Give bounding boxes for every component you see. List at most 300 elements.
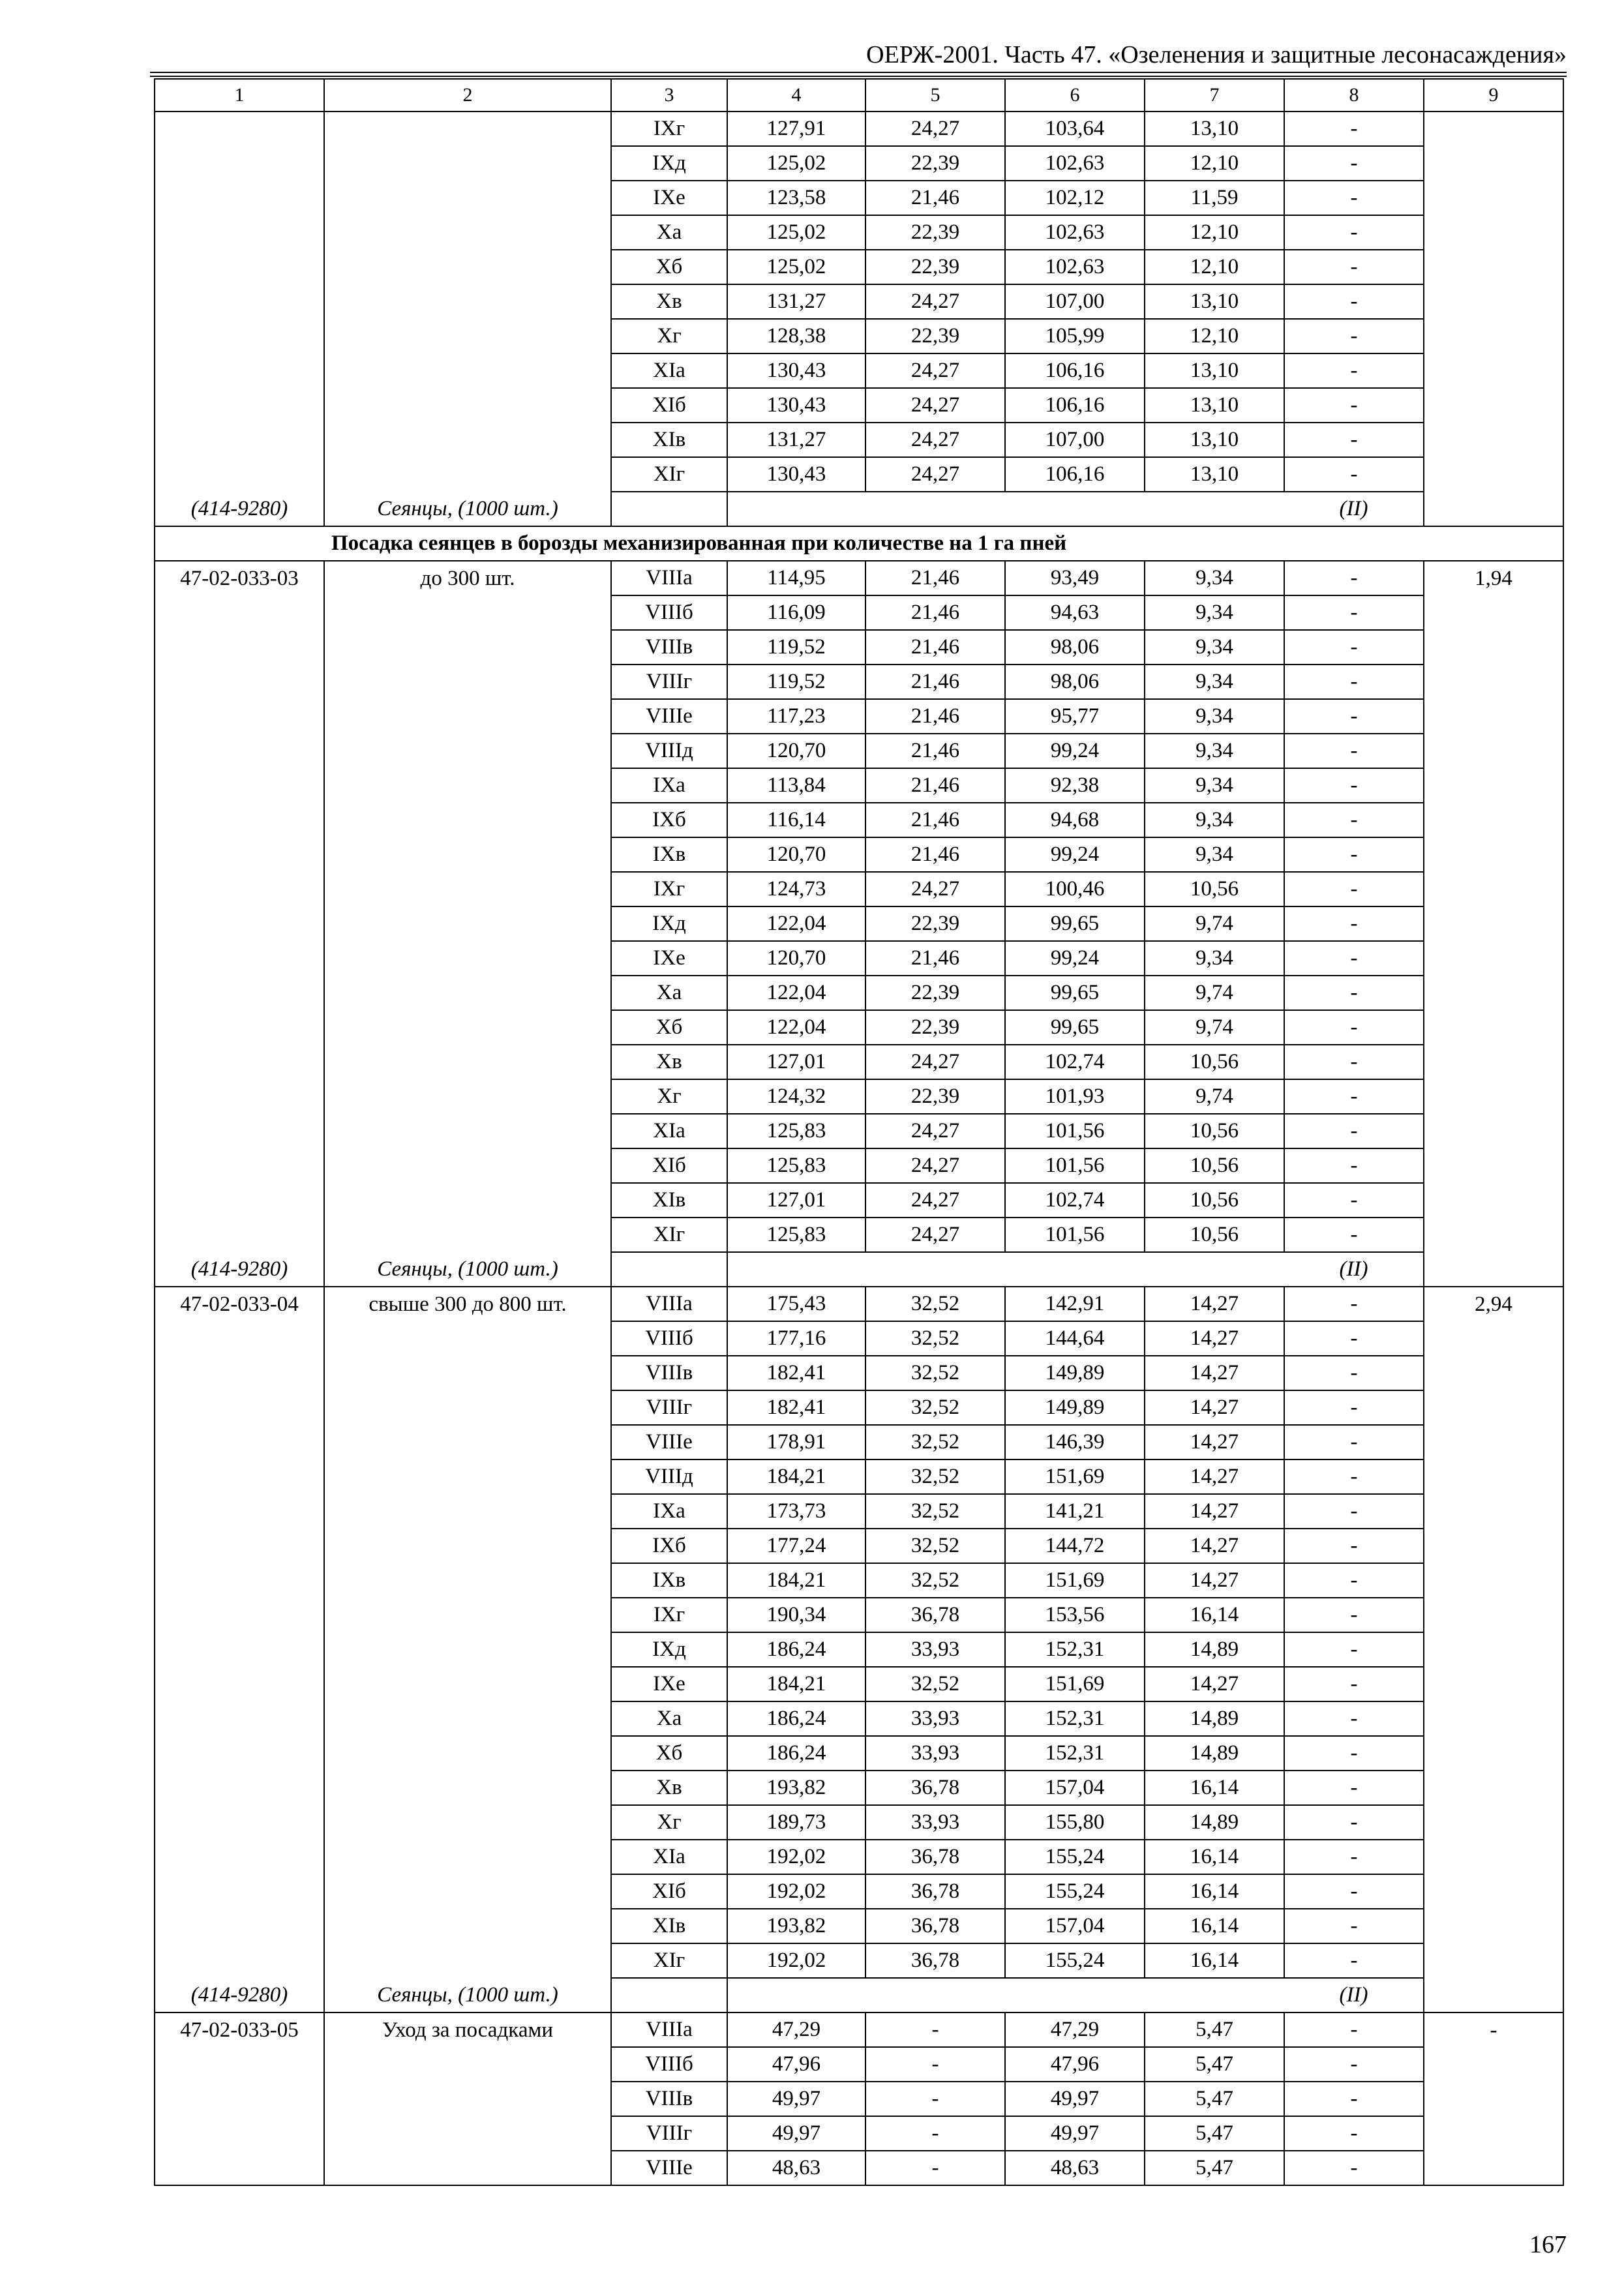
total-cost-cell: 192,02 <box>727 1840 865 1874</box>
machinist-wages-cell: 13,10 <box>1145 112 1284 146</box>
wages-cell: 24,27 <box>865 1148 1005 1183</box>
empty-cell <box>1145 1252 1284 1287</box>
labor-cell <box>1424 1701 1563 1736</box>
labor-cell <box>1424 1183 1563 1218</box>
machinist-wages-cell: 5,47 <box>1145 2012 1284 2047</box>
name-cell <box>324 2047 611 2082</box>
wages-cell: 32,52 <box>865 1494 1005 1529</box>
name-cell <box>324 941 611 976</box>
machines-cell: 141,21 <box>1005 1494 1145 1529</box>
labor-cell <box>1424 1010 1563 1045</box>
name-cell <box>324 1667 611 1701</box>
materials-cell: - <box>1284 1079 1424 1114</box>
wages-cell: 36,78 <box>865 1771 1005 1805</box>
total-cost-cell: 122,04 <box>727 976 865 1010</box>
machines-cell: 98,06 <box>1005 665 1145 699</box>
machines-cell: 157,04 <box>1005 1909 1145 1943</box>
name-cell <box>324 1563 611 1598</box>
total-cost-cell: 113,84 <box>727 768 865 803</box>
machinist-wages-cell: 9,74 <box>1145 976 1284 1010</box>
machines-cell: 102,63 <box>1005 215 1145 250</box>
empty-cell <box>727 492 865 526</box>
materials-cell: - <box>1284 561 1424 595</box>
machinist-wages-cell: 13,10 <box>1145 353 1284 388</box>
labor-cell <box>1424 2116 1563 2151</box>
labor-cell <box>1424 595 1563 630</box>
machinist-wages-cell: 13,10 <box>1145 423 1284 457</box>
materials-cell: - <box>1284 1840 1424 1874</box>
materials-cell: - <box>1284 388 1424 423</box>
machinist-wages-cell: 9,34 <box>1145 837 1284 872</box>
machinist-wages-cell: 16,14 <box>1145 1771 1284 1805</box>
total-cost-cell: 120,70 <box>727 734 865 768</box>
total-cost-cell: 116,14 <box>727 803 865 837</box>
table-row <box>155 1494 1563 1529</box>
wages-cell: 24,27 <box>865 1114 1005 1148</box>
material-code: (414-9280) <box>155 1252 324 1287</box>
name-cell <box>324 1598 611 1632</box>
machinist-wages-cell: 14,27 <box>1145 1563 1284 1598</box>
code-cell <box>155 1805 324 1840</box>
table-row <box>155 906 1563 941</box>
empty-cell <box>1424 492 1563 526</box>
materials-cell: - <box>1284 941 1424 976</box>
labor-cell <box>1424 1390 1563 1425</box>
total-cost-cell: 125,83 <box>727 1114 865 1148</box>
zone-cell: VIIIг <box>611 2116 727 2151</box>
wages-cell: - <box>865 2151 1005 2185</box>
name-cell <box>324 872 611 906</box>
name-cell: Уход за посадками <box>324 2012 611 2047</box>
labor-cell <box>1424 837 1563 872</box>
table-row <box>155 2116 1563 2151</box>
table-row <box>155 353 1563 388</box>
total-cost-cell: 130,43 <box>727 353 865 388</box>
page-number: 167 <box>1529 2231 1567 2258</box>
name-cell <box>324 976 611 1010</box>
materials-cell: - <box>1284 1321 1424 1356</box>
zone-cell: XIа <box>611 1840 727 1874</box>
machinist-wages-cell: 9,74 <box>1145 1010 1284 1045</box>
name-cell <box>324 1494 611 1529</box>
column-number: 8 <box>1284 79 1424 112</box>
materials-cell: - <box>1284 665 1424 699</box>
empty-cell <box>1005 1252 1145 1287</box>
column-number: 7 <box>1145 79 1284 112</box>
machines-cell: 94,63 <box>1005 595 1145 630</box>
labor-cell <box>1424 734 1563 768</box>
zone-cell: IXв <box>611 1563 727 1598</box>
machinist-wages-cell: 14,89 <box>1145 1701 1284 1736</box>
labor-cell <box>1424 1079 1563 1114</box>
code-cell <box>155 941 324 976</box>
code-cell <box>155 2151 324 2185</box>
zone-cell: XIв <box>611 1909 727 1943</box>
name-cell: до 300 шт. <box>324 561 611 595</box>
empty-cell <box>727 1978 865 2012</box>
machines-cell: 106,16 <box>1005 388 1145 423</box>
zone-cell: IXа <box>611 768 727 803</box>
column-number: 2 <box>324 79 611 112</box>
wages-cell: 21,46 <box>865 941 1005 976</box>
total-cost-cell: 190,34 <box>727 1598 865 1632</box>
zone-cell: Xб <box>611 1736 727 1771</box>
total-cost-cell: 184,21 <box>727 1459 865 1494</box>
machines-cell: 107,00 <box>1005 423 1145 457</box>
total-cost-cell: 122,04 <box>727 1010 865 1045</box>
table-row <box>155 2082 1563 2116</box>
wages-cell: 22,39 <box>865 319 1005 353</box>
name-cell <box>324 1218 611 1252</box>
machinist-wages-cell: 14,27 <box>1145 1321 1284 1356</box>
materials-cell: - <box>1284 1356 1424 1390</box>
table-row <box>155 1529 1563 1563</box>
materials-cell: - <box>1284 699 1424 734</box>
materials-cell: - <box>1284 734 1424 768</box>
total-cost-cell: 119,52 <box>727 630 865 665</box>
wages-cell: 32,52 <box>865 1390 1005 1425</box>
total-cost-cell: 119,52 <box>727 665 865 699</box>
machines-cell: 102,63 <box>1005 146 1145 181</box>
material-class: (II) <box>1284 492 1424 526</box>
wages-cell: - <box>865 2116 1005 2151</box>
table-row <box>155 388 1563 423</box>
labor-cell <box>1424 457 1563 492</box>
machinist-wages-cell: 9,34 <box>1145 630 1284 665</box>
wages-cell: 24,27 <box>865 457 1005 492</box>
materials-cell: - <box>1284 1667 1424 1701</box>
zone-cell: XIа <box>611 353 727 388</box>
zone-cell: IXе <box>611 181 727 215</box>
machines-cell: 102,12 <box>1005 181 1145 215</box>
materials-cell: - <box>1284 2116 1424 2151</box>
wages-cell: 21,46 <box>865 734 1005 768</box>
labor-cell <box>1424 872 1563 906</box>
table-row <box>155 734 1563 768</box>
wages-cell: 32,52 <box>865 1667 1005 1701</box>
machinist-wages-cell: 14,27 <box>1145 1425 1284 1459</box>
code-cell <box>155 1771 324 1805</box>
table-row <box>155 2047 1563 2082</box>
machinist-wages-cell: 9,34 <box>1145 803 1284 837</box>
table-row <box>155 215 1563 250</box>
table-row <box>155 250 1563 284</box>
total-cost-cell: 49,97 <box>727 2116 865 2151</box>
machines-cell: 101,56 <box>1005 1218 1145 1252</box>
column-number: 9 <box>1424 79 1563 112</box>
labor-cell <box>1424 630 1563 665</box>
empty-cell <box>1005 1978 1145 2012</box>
code-cell <box>155 1010 324 1045</box>
zone-cell: IXг <box>611 872 727 906</box>
labor-cell <box>1424 976 1563 1010</box>
code-cell <box>155 2116 324 2151</box>
wages-cell: 22,39 <box>865 976 1005 1010</box>
labor-cell <box>1424 1148 1563 1183</box>
machines-cell: 152,31 <box>1005 1632 1145 1667</box>
name-cell <box>324 595 611 630</box>
code-cell <box>155 630 324 665</box>
name-cell <box>324 1529 611 1563</box>
table-row <box>155 1079 1563 1114</box>
labor-cell <box>1424 1909 1563 1943</box>
labor-cell: 2,94 <box>1424 1287 1563 1321</box>
name-cell <box>324 837 611 872</box>
materials-cell: - <box>1284 181 1424 215</box>
machines-cell: 102,63 <box>1005 250 1145 284</box>
labor-cell <box>1424 941 1563 976</box>
machinist-wages-cell: 9,34 <box>1145 734 1284 768</box>
labor-cell <box>1424 1114 1563 1148</box>
materials-cell: - <box>1284 1218 1424 1252</box>
code-cell: 47-02-033-05 <box>155 2012 324 2047</box>
table-row <box>155 630 1563 665</box>
name-cell <box>324 2082 611 2116</box>
code-cell <box>155 1459 324 1494</box>
empty-cell <box>611 492 727 526</box>
zone-cell: VIIIе <box>611 1425 727 1459</box>
total-cost-cell: 124,32 <box>727 1079 865 1114</box>
table-row <box>155 319 1563 353</box>
name-cell <box>324 181 611 215</box>
materials-cell: - <box>1284 906 1424 941</box>
materials-cell: - <box>1284 768 1424 803</box>
machines-cell: 100,46 <box>1005 872 1145 906</box>
machines-cell: 102,74 <box>1005 1183 1145 1218</box>
code-cell <box>155 1840 324 1874</box>
zone-cell: XIа <box>611 1114 727 1148</box>
code-cell <box>155 1218 324 1252</box>
code-cell <box>155 1321 324 1356</box>
materials-cell: - <box>1284 1632 1424 1667</box>
rates-table <box>154 78 1564 2186</box>
empty-cell <box>865 1252 1005 1287</box>
machinist-wages-cell: 12,10 <box>1145 146 1284 181</box>
machines-cell: 157,04 <box>1005 1771 1145 1805</box>
table-row <box>155 699 1563 734</box>
name-cell <box>324 319 611 353</box>
code-cell <box>155 734 324 768</box>
table-row <box>155 1218 1563 1252</box>
name-cell <box>324 1356 611 1390</box>
materials-cell: - <box>1284 1598 1424 1632</box>
table-row <box>155 1598 1563 1632</box>
name-cell <box>324 1045 611 1079</box>
wages-cell: 24,27 <box>865 872 1005 906</box>
machines-cell: 101,56 <box>1005 1148 1145 1183</box>
machines-cell: 95,77 <box>1005 699 1145 734</box>
machines-cell: 149,89 <box>1005 1356 1145 1390</box>
labor-cell <box>1424 1563 1563 1598</box>
machinist-wages-cell: 12,10 <box>1145 215 1284 250</box>
name-cell <box>324 1805 611 1840</box>
material-row <box>155 492 1563 526</box>
zone-cell: VIIIг <box>611 1390 727 1425</box>
wages-cell: 33,93 <box>865 1736 1005 1771</box>
code-cell <box>155 1356 324 1390</box>
code-cell: 47-02-033-04 <box>155 1287 324 1321</box>
name-cell <box>324 1114 611 1148</box>
code-cell <box>155 1909 324 1943</box>
name-cell <box>324 665 611 699</box>
total-cost-cell: 186,24 <box>727 1736 865 1771</box>
labor-cell <box>1424 1425 1563 1459</box>
total-cost-cell: 175,43 <box>727 1287 865 1321</box>
zone-cell: IXв <box>611 837 727 872</box>
wages-cell: 24,27 <box>865 1218 1005 1252</box>
zone-cell: IXд <box>611 906 727 941</box>
machinist-wages-cell: 11,59 <box>1145 181 1284 215</box>
machines-cell: 155,24 <box>1005 1943 1145 1978</box>
table-row <box>155 1356 1563 1390</box>
table-row <box>155 1943 1563 1978</box>
machinist-wages-cell: 5,47 <box>1145 2151 1284 2185</box>
zone-cell: IXд <box>611 146 727 181</box>
materials-cell: - <box>1284 1148 1424 1183</box>
code-cell <box>155 112 324 146</box>
wages-cell: 33,93 <box>865 1805 1005 1840</box>
labor-cell <box>1424 1632 1563 1667</box>
name-cell <box>324 699 611 734</box>
material-name: Сеянцы, (1000 шт.) <box>324 1978 611 2012</box>
total-cost-cell: 192,02 <box>727 1943 865 1978</box>
code-cell <box>155 665 324 699</box>
materials-cell: - <box>1284 872 1424 906</box>
table-row <box>155 1114 1563 1148</box>
materials-cell: - <box>1284 319 1424 353</box>
wages-cell: 22,39 <box>865 146 1005 181</box>
zone-cell: Xг <box>611 319 727 353</box>
wages-cell: 36,78 <box>865 1598 1005 1632</box>
header-rule-top <box>150 72 1567 73</box>
materials-cell: - <box>1284 423 1424 457</box>
zone-cell: Xг <box>611 1805 727 1840</box>
table-row <box>155 1425 1563 1459</box>
empty-cell <box>865 1978 1005 2012</box>
labor-cell <box>1424 1840 1563 1874</box>
machines-cell: 149,89 <box>1005 1390 1145 1425</box>
total-cost-cell: 128,38 <box>727 319 865 353</box>
wages-cell: 32,52 <box>865 1321 1005 1356</box>
code-cell <box>155 768 324 803</box>
machines-cell: 99,65 <box>1005 906 1145 941</box>
machinist-wages-cell: 9,74 <box>1145 1079 1284 1114</box>
labor-cell <box>1424 1598 1563 1632</box>
zone-cell: VIIIе <box>611 699 727 734</box>
machines-cell: 106,16 <box>1005 353 1145 388</box>
code-cell <box>155 1425 324 1459</box>
labor-cell <box>1424 1736 1563 1771</box>
name-cell <box>324 803 611 837</box>
name-cell <box>324 1736 611 1771</box>
table-row <box>155 665 1563 699</box>
materials-cell: - <box>1284 1943 1424 1978</box>
column-number: 4 <box>727 79 865 112</box>
wages-cell: - <box>865 2012 1005 2047</box>
table-row <box>155 1390 1563 1425</box>
wages-cell: 36,78 <box>865 1874 1005 1909</box>
code-cell <box>155 837 324 872</box>
machinist-wages-cell: 13,10 <box>1145 388 1284 423</box>
wages-cell: - <box>865 2047 1005 2082</box>
material-row <box>155 1978 1563 2012</box>
table-row <box>155 976 1563 1010</box>
code-cell <box>155 1045 324 1079</box>
labor-cell <box>1424 665 1563 699</box>
labor-cell <box>1424 768 1563 803</box>
machines-cell: 106,16 <box>1005 457 1145 492</box>
machinist-wages-cell: 16,14 <box>1145 1840 1284 1874</box>
zone-cell: VIIIа <box>611 1287 727 1321</box>
zone-cell: VIIIа <box>611 2012 727 2047</box>
labor-cell <box>1424 1494 1563 1529</box>
code-cell <box>155 1701 324 1736</box>
name-cell <box>324 1183 611 1218</box>
total-cost-cell: 47,29 <box>727 2012 865 2047</box>
table-row <box>155 284 1563 319</box>
total-cost-cell: 122,04 <box>727 906 865 941</box>
materials-cell: - <box>1284 630 1424 665</box>
total-cost-cell: 189,73 <box>727 1805 865 1840</box>
name-cell <box>324 423 611 457</box>
labor-cell <box>1424 1943 1563 1978</box>
empty-cell <box>865 492 1005 526</box>
zone-cell: Xг <box>611 1079 727 1114</box>
total-cost-cell: 131,27 <box>727 423 865 457</box>
code-cell <box>155 1494 324 1529</box>
table-row <box>155 561 1563 595</box>
name-cell <box>324 112 611 146</box>
column-number: 5 <box>865 79 1005 112</box>
wages-cell: 21,46 <box>865 181 1005 215</box>
machines-cell: 98,06 <box>1005 630 1145 665</box>
total-cost-cell: 114,95 <box>727 561 865 595</box>
table-row <box>155 768 1563 803</box>
zone-cell: IXе <box>611 1667 727 1701</box>
zone-cell: VIIIб <box>611 1321 727 1356</box>
table-row <box>155 1183 1563 1218</box>
materials-cell: - <box>1284 353 1424 388</box>
labor-cell <box>1424 699 1563 734</box>
total-cost-cell: 127,01 <box>727 1183 865 1218</box>
name-cell <box>324 353 611 388</box>
code-cell <box>155 1943 324 1978</box>
machines-cell: 151,69 <box>1005 1563 1145 1598</box>
table-row <box>155 1148 1563 1183</box>
machinist-wages-cell: 14,27 <box>1145 1494 1284 1529</box>
total-cost-cell: 178,91 <box>727 1425 865 1459</box>
labor-cell <box>1424 319 1563 353</box>
total-cost-cell: 125,02 <box>727 215 865 250</box>
machinist-wages-cell: 14,27 <box>1145 1356 1284 1390</box>
labor-cell <box>1424 1874 1563 1909</box>
zone-cell: VIIIа <box>611 561 727 595</box>
labor-cell <box>1424 388 1563 423</box>
machinist-wages-cell: 14,89 <box>1145 1632 1284 1667</box>
machinist-wages-cell: 10,56 <box>1145 872 1284 906</box>
total-cost-cell: 130,43 <box>727 388 865 423</box>
name-cell <box>324 1874 611 1909</box>
total-cost-cell: 47,96 <box>727 2047 865 2082</box>
labor-cell <box>1424 1321 1563 1356</box>
table-row <box>155 1459 1563 1494</box>
machinist-wages-cell: 16,14 <box>1145 1943 1284 1978</box>
materials-cell: - <box>1284 1010 1424 1045</box>
total-cost-cell: 186,24 <box>727 1701 865 1736</box>
table-row <box>155 1805 1563 1840</box>
name-cell <box>324 1010 611 1045</box>
code-cell <box>155 1598 324 1632</box>
